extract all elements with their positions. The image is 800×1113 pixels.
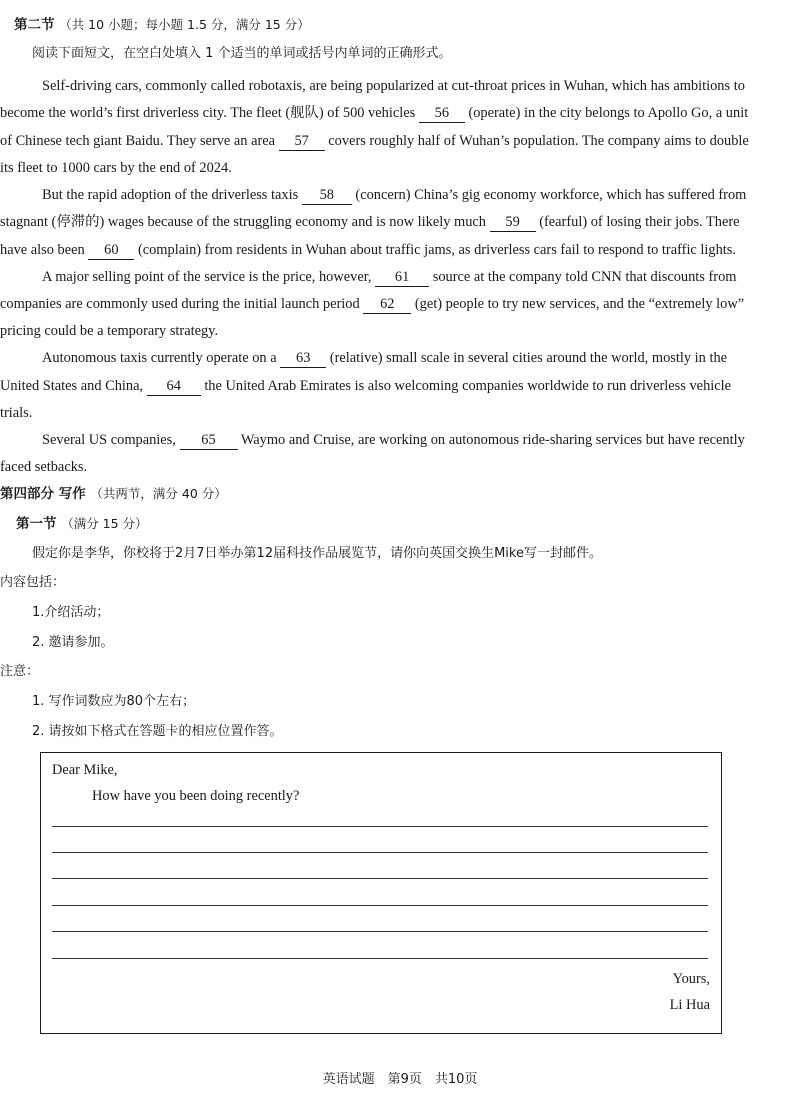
passage-p4-line2: United States and China, 64 the United Arab Emirates is also welcoming companies worldwide to run driverless vehicle bbox=[0, 378, 732, 394]
passage-p2-line1: But the rapid adoption of the driverless taxis 58 (concern) China’s gig economy workforce, which has suffered from bbox=[42, 187, 747, 203]
passage-p3-line2: companies are commonly used during the initial launch period 62 (get) people to try new services, and the “extremely low” bbox=[0, 296, 745, 312]
blank-56[interactable]: 56 bbox=[419, 105, 465, 123]
writing-line[interactable] bbox=[52, 958, 708, 959]
part4-info: （共两节，满分 40 分） bbox=[90, 486, 227, 501]
section2-header bbox=[14, 15, 714, 35]
section1-header bbox=[16, 514, 716, 534]
blank-60[interactable]: 60 bbox=[88, 242, 134, 260]
passage-p5-line2: faced setbacks. bbox=[0, 459, 88, 475]
writing-line[interactable] bbox=[52, 826, 708, 827]
writing-line[interactable] bbox=[52, 878, 708, 879]
blank-59[interactable]: 59 bbox=[490, 214, 536, 232]
writing-line[interactable] bbox=[52, 931, 708, 932]
page-footer: 英语试题 第9页 共10页 bbox=[322, 1072, 478, 1087]
section2-instruction: 阅读下面短文，在空白处填入 1 个适当的单词或括号内单词的正确形式。 bbox=[32, 46, 452, 61]
letter-greeting: Dear Mike, bbox=[52, 762, 118, 778]
part4-header bbox=[0, 484, 700, 504]
passage-p1-line1: Self-driving cars, commonly called robotaxis, are being popularized at cut-throat prices in Wuhan, which has ambitions to bbox=[42, 78, 745, 94]
content-item-2: 2. 邀请参加。 bbox=[32, 635, 114, 650]
notes-item-2: 2. 请按如下格式在答题卡的相应位置作答。 bbox=[32, 724, 283, 739]
writing-line[interactable] bbox=[52, 905, 708, 906]
passage-p4-line3: trials. bbox=[0, 405, 33, 421]
passage-p4-line1: Autonomous taxis currently operate on a 63 (relative) small scale in several cities around the world, mostly in the bbox=[42, 350, 728, 366]
blank-63[interactable]: 63 bbox=[280, 350, 326, 368]
content-item-1: 1.介绍活动； bbox=[32, 605, 110, 620]
passage-p3-line1: A major selling point of the service is the price, however, 61 source at the company told CNN that discounts from bbox=[42, 269, 737, 285]
blank-64[interactable]: 64 bbox=[147, 378, 201, 396]
section2-title: 第二节 bbox=[14, 17, 55, 33]
passage-p2-line2: stagnant (停滞的) wages because of the struggling economy and is now likely much 59 (fearful) of losing their jobs. There bbox=[0, 214, 740, 230]
blank-65[interactable]: 65 bbox=[180, 432, 238, 450]
letter-closing: Yours, bbox=[672, 971, 710, 987]
blank-61[interactable]: 61 bbox=[375, 269, 429, 287]
letter-opening: How have you been doing recently? bbox=[92, 788, 300, 804]
passage-p3-line3: pricing could be a temporary strategy. bbox=[0, 323, 219, 339]
task-prompt: 假定你是李华，你校将于2月7日举办第12届科技作品展览节，请你向英国交换生Mike写一封邮件。 bbox=[32, 546, 602, 561]
writing-line[interactable] bbox=[52, 852, 708, 853]
section1-info: （满分 15 分） bbox=[61, 516, 148, 531]
passage-p1-line2: become the world’s first driverless city. The fleet (舰队) of 500 vehicles 56 (operate) in the city belongs to Apollo Go, a unit bbox=[0, 105, 749, 121]
part4-title: 第四部分 写作 bbox=[0, 486, 86, 502]
notes-item-1: 1. 写作词数应为80个左右； bbox=[32, 694, 196, 709]
passage-p5-line1: Several US companies, 65 Waymo and Cruise, are working on autonomous ride-sharing services but have recently bbox=[42, 432, 745, 448]
blank-62[interactable]: 62 bbox=[363, 296, 411, 314]
blank-58[interactable]: 58 bbox=[302, 187, 352, 205]
blank-57[interactable]: 57 bbox=[279, 133, 325, 151]
section1-title: 第一节 bbox=[16, 516, 57, 532]
passage-p1-line3: of Chinese tech giant Baidu. They serve an area 57 covers roughly half of Wuhan’s population. The company aims to double bbox=[0, 133, 749, 149]
section2-info: （共 10 小题；每小题 1.5 分，满分 15 分） bbox=[59, 17, 310, 32]
content-label: 内容包括： bbox=[0, 575, 66, 590]
notes-label: 注意： bbox=[0, 664, 40, 679]
passage-p2-line3: have also been 60 (complain) from residents in Wuhan about traffic jams, as driverless cars fail to respond to traffic lights. bbox=[0, 242, 737, 258]
passage-p1-line4: its fleet to 1000 cars by the end of 2024. bbox=[0, 160, 232, 176]
letter-signature: Li Hua bbox=[669, 997, 710, 1013]
